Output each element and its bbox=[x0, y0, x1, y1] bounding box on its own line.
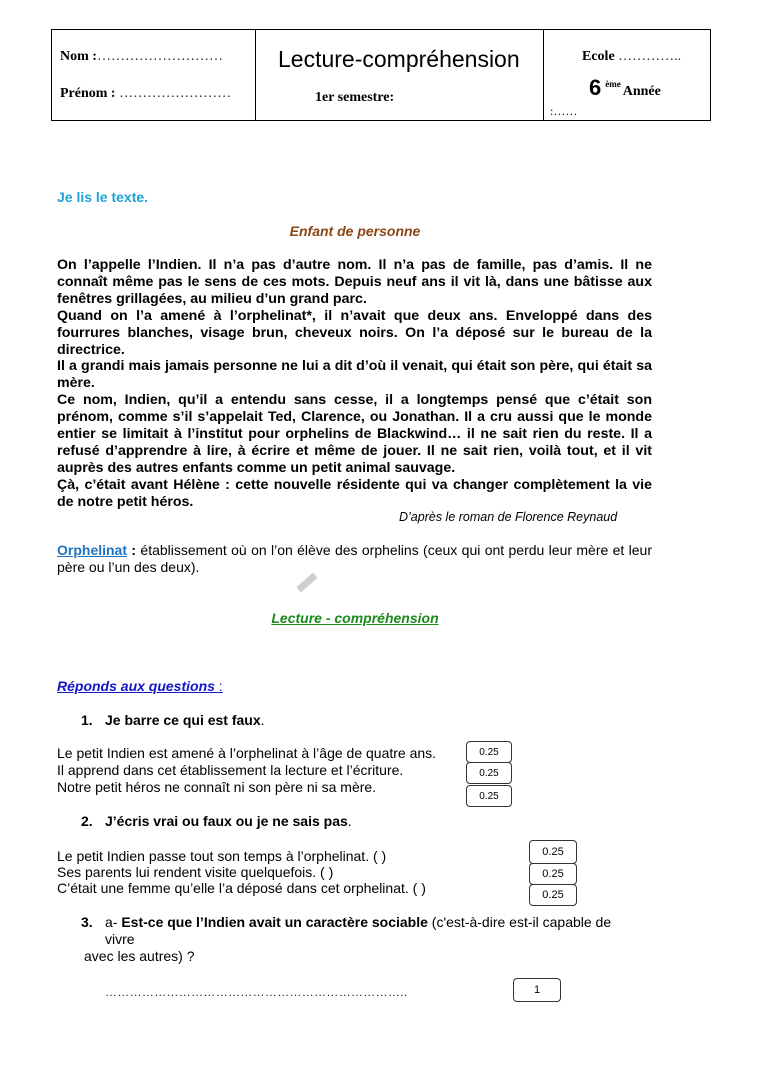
attribution: D’après le roman de Florence Reynaud bbox=[399, 510, 618, 524]
question-period: . bbox=[347, 813, 352, 829]
q1-statement-3[interactable]: Notre petit héros ne connaît ni son père ni sa mère. bbox=[57, 779, 377, 795]
definition-term: Orphelinat bbox=[57, 542, 128, 558]
prenom-dots: …………………… bbox=[119, 86, 232, 101]
nom-dots: ……………………… bbox=[96, 49, 223, 64]
page-title: Lecture-compréhension bbox=[278, 46, 520, 72]
question-1-title bbox=[81, 712, 265, 728]
ecole-dots: ………….. bbox=[618, 49, 682, 64]
question-number: 1. bbox=[81, 712, 93, 728]
score-box: 0.25 bbox=[529, 840, 577, 864]
question-text: Est-ce que l’Indien avait un caractère sociable bbox=[121, 914, 428, 930]
score-box: 0.25 bbox=[466, 762, 512, 784]
school-info-cell bbox=[544, 30, 710, 120]
prenom-label: Prénom : bbox=[60, 86, 116, 101]
question-text: J’écris vrai ou faux ou je ne sais pas bbox=[105, 813, 348, 829]
score-box: 1 bbox=[513, 978, 561, 1002]
story-title: Enfant de personne bbox=[289, 223, 421, 239]
question-number: 2. bbox=[81, 813, 93, 829]
grade-number: 6 bbox=[589, 75, 602, 100]
nom-field[interactable] bbox=[60, 49, 223, 65]
story-paragraph: Quand on l’a amené à l’orphelinat*, il n’avait que deux ans. Enveloppé dans des fourrures blanches, visage brun, cheveux noirs. On l’a déposé sur le bureau de la directrice. bbox=[57, 307, 652, 358]
question-number: 3. bbox=[81, 914, 93, 930]
score-box: 0.25 bbox=[466, 741, 512, 763]
story-paragraph: Ce nom, Indien, qu’il a entendu sans cesse, il a longtemps pensé que c’était son prénom, comme s’il s’appelait Ted, Clarence, ou Jonathan. Il a cru aussi que le monde entier se limitait à l’institut pour orphelins de Blackwind… il ne sait rien du reste. Il a refusé d’apprendre à lire, à écrire et même de jouer. Il ne sait rien, voilà tout, et il vit auprès des autres enfants comme un petit animal sauvage. bbox=[57, 392, 652, 476]
definition bbox=[57, 542, 652, 576]
grade-word: Année bbox=[622, 84, 661, 99]
bottom-dots: :…… bbox=[550, 104, 578, 118]
reading-heading: Je lis le texte. bbox=[57, 189, 149, 205]
header-table bbox=[51, 29, 711, 121]
question-text: Je barre ce qui est faux bbox=[105, 712, 261, 728]
ecole-field[interactable] bbox=[582, 49, 681, 65]
question-3-title bbox=[81, 914, 652, 930]
definition-colon: : bbox=[127, 542, 137, 558]
q1-statement-2[interactable]: Il apprend dans cet établissement la lecture et l’écriture. bbox=[57, 762, 404, 778]
ecole-label: Ecole bbox=[582, 49, 615, 64]
question-3-line3: avec les autres) ? bbox=[84, 948, 195, 964]
story-paragraph: Il a grandi mais jamais personne ne lui a dit d’où il venait, qui était son père, qui était sa mère. bbox=[57, 358, 652, 392]
nom-label: Nom : bbox=[60, 49, 97, 64]
story-paragraph: On l’appelle l’Indien. Il n’a pas d’autre nom. Il n’a pas de famille, pas d’amis. Il ne connaît même pas le sens de ces mots. Depuis neuf ans il vit là, dans une bâtisse aux fenêtres grillagées, au milieu d’un grand parc. bbox=[57, 257, 652, 307]
prenom-field[interactable] bbox=[60, 86, 231, 102]
instructions-label: Réponds aux questions bbox=[57, 678, 215, 694]
title-cell bbox=[256, 30, 544, 120]
grade-suffix: ème bbox=[605, 79, 621, 89]
q2-statement-1[interactable]: Le petit Indien passe tout son temps à l’orphelinat. ( ) bbox=[57, 848, 387, 864]
story-paragraph: Çà, c’était avant Hélène : cette nouvelle résidente qui va changer complètement la vie de notre petit héros. bbox=[57, 476, 652, 510]
answer-line[interactable]: ……………………………………………………………….. bbox=[105, 985, 408, 999]
question-3-line2: vivre bbox=[105, 931, 135, 947]
instructions-colon: : bbox=[214, 678, 223, 694]
q1-statement-1[interactable]: Le petit Indien est amené à l’orphelinat à l’âge de quatre ans. bbox=[57, 745, 437, 761]
semester-label: 1er semestre: bbox=[315, 90, 395, 105]
score-box: 0.25 bbox=[529, 863, 577, 885]
comprehension-heading: Lecture - compréhension bbox=[271, 610, 439, 626]
student-info-cell bbox=[52, 30, 256, 120]
definition-text: établissement où on l’on élève des orphelins (ceux qui ont perdu leur mère et leur père ou l’un des deux). bbox=[57, 542, 652, 575]
question-period: . bbox=[260, 712, 265, 728]
score-box: 0.25 bbox=[529, 884, 577, 906]
q2-statement-2[interactable]: Ses parents lui rendent visite quelquefois. ( ) bbox=[57, 864, 334, 880]
score-box: 0.25 bbox=[466, 785, 512, 807]
question-2-title bbox=[81, 813, 352, 829]
q2-statement-3[interactable]: C’était une femme qu’elle l’a déposé dans cet orphelinat. ( ) bbox=[57, 880, 426, 896]
story-text bbox=[57, 257, 652, 511]
question-rest: (c'est-à-dire est-il capable de bbox=[427, 914, 612, 930]
question-prefix: a- bbox=[105, 914, 122, 930]
instructions-heading bbox=[57, 678, 223, 694]
grade-label bbox=[589, 75, 661, 101]
